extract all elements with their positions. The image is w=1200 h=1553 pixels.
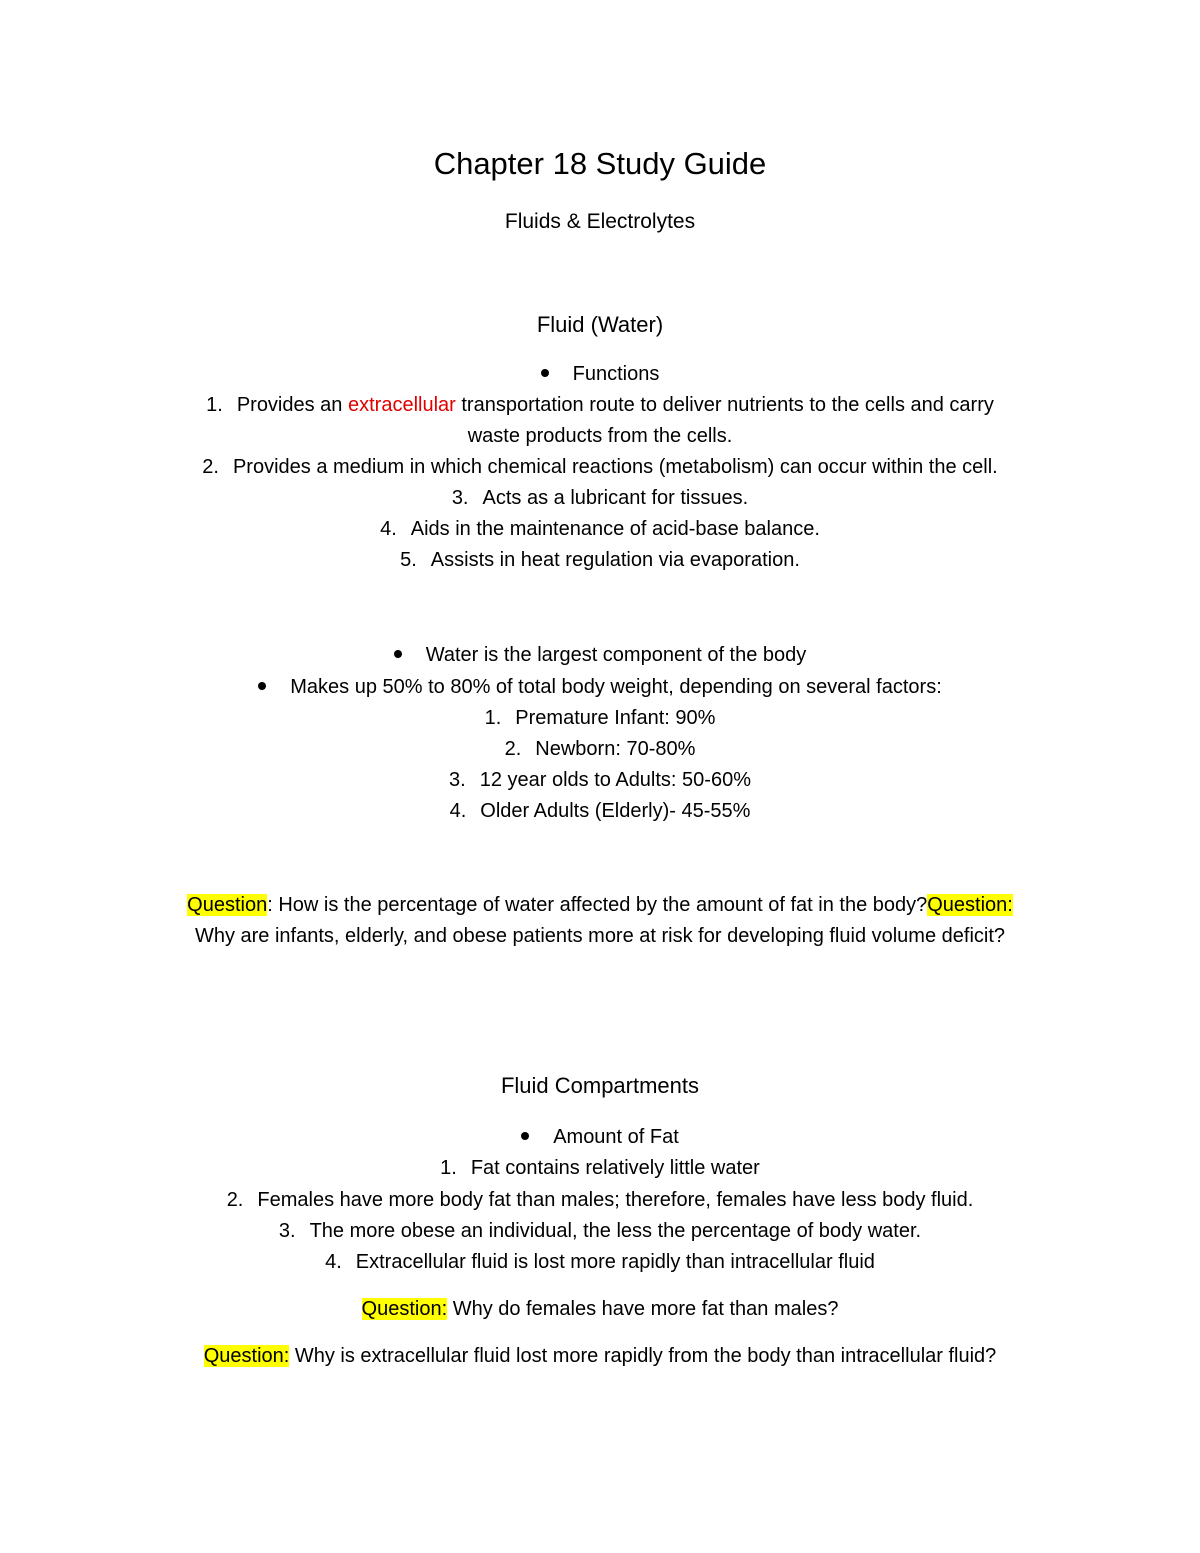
function-1-suffix: transportation route to deliver nutrients to the cells and carry <box>455 394 994 416</box>
function-1-prefix: Provides an <box>236 394 348 416</box>
list-number: 2. <box>504 738 522 760</box>
fat-item-3-text: The more obese an individual, the less the percentage of body water. <box>309 1220 922 1242</box>
fat-item-1-text: Fat contains relatively little water <box>470 1157 760 1179</box>
list-number: 5. <box>400 549 417 571</box>
list-number: 3. <box>278 1220 296 1242</box>
page-subtitle: Fluids & Electrolytes <box>504 210 696 233</box>
function-item-1-continuation: waste products from the cells. <box>467 425 733 447</box>
bullet-text: Amount of Fat <box>553 1126 679 1148</box>
list-number: 3. <box>449 769 466 791</box>
bullet-icon <box>521 1132 529 1140</box>
question-label: Question: <box>203 1345 290 1367</box>
fat-item-2 <box>0 1185 1200 1216</box>
factor-2-text: Newborn: 70-80% <box>535 738 696 760</box>
list-number: 4. <box>449 800 467 822</box>
bullet-icon <box>394 650 402 658</box>
function-4-text: Aids in the maintenance of acid-base balance. <box>410 518 820 540</box>
fat-item-3 <box>0 1216 1200 1247</box>
bullet-functions <box>0 359 1200 390</box>
bullet-water-largest <box>0 640 1200 671</box>
question-text: : How is the percentage of water affected by the amount of fat in the body? <box>267 894 928 916</box>
list-number: 1. <box>206 394 223 416</box>
function-3-text: Acts as a lubricant for tissues. <box>482 487 749 509</box>
question-females-fat <box>0 1294 1200 1325</box>
list-number: 2. <box>202 456 219 478</box>
fat-item-2-text: Females have more body fat than males; therefore, females have less body fluid. <box>257 1189 974 1211</box>
factor-item-2 <box>0 734 1200 765</box>
fat-item-4-text: Extracellular fluid is lost more rapidly than intracellular fluid <box>355 1251 875 1273</box>
list-number: 1. <box>440 1157 457 1179</box>
function-item-4 <box>0 514 1200 545</box>
factor-1-text: Premature Infant: 90% <box>515 707 716 729</box>
list-number: 3. <box>451 487 469 509</box>
question-line-2: Why are infants, elderly, and obese patients more at risk for developing fluid volume deficit? <box>194 925 1006 947</box>
bullet-makes-up <box>0 672 1200 703</box>
fat-item-4 <box>0 1247 1200 1278</box>
list-number: 4. <box>325 1251 342 1273</box>
fat-item-1 <box>0 1153 1200 1184</box>
section-heading-fluid-water: Fluid (Water) <box>536 312 664 337</box>
question-text: Why do females have more fat than males? <box>447 1298 839 1320</box>
function-5-text: Assists in heat regulation via evaporation. <box>430 549 800 571</box>
factor-item-1 <box>0 703 1200 734</box>
question-label: Question <box>187 894 268 916</box>
function-item-3 <box>0 483 1200 514</box>
function-item-5 <box>0 545 1200 576</box>
bullet-amount-of-fat <box>0 1122 1200 1153</box>
function-item-1 <box>0 390 1200 421</box>
bullet-icon <box>258 682 266 690</box>
page-title: Chapter 18 Study Guide <box>433 146 767 181</box>
question-line-1 <box>0 890 1200 921</box>
function-item-2 <box>0 452 1200 483</box>
question-extracellular-loss <box>0 1341 1200 1372</box>
factor-3-text: 12 year olds to Adults: 50-60% <box>479 769 751 791</box>
question-label: Question: <box>927 894 1013 916</box>
bullet-icon <box>541 369 549 377</box>
section-heading-fluid-compartments: Fluid Compartments <box>500 1073 700 1098</box>
question-text: Why is extracellular fluid lost more rapidly from the body than intracellular fluid? <box>289 1345 997 1367</box>
factor-4-text: Older Adults (Elderly)- 45-55% <box>480 800 751 822</box>
question-label: Question: <box>361 1298 448 1320</box>
bullet-text: Functions <box>572 363 660 385</box>
bullet-text: Makes up 50% to 80% of total body weight, depending on several factors: <box>290 676 942 698</box>
function-1-red-term: extracellular <box>347 394 456 416</box>
function-2-text: Provides a medium in which chemical reactions (metabolism) can occur within the cell. <box>232 456 998 478</box>
bullet-text: Water is the largest component of the body <box>425 644 807 666</box>
factor-item-3 <box>0 765 1200 796</box>
list-number: 1. <box>484 707 502 729</box>
factor-item-4 <box>0 796 1200 827</box>
list-number: 2. <box>226 1189 244 1211</box>
list-number: 4. <box>380 518 397 540</box>
